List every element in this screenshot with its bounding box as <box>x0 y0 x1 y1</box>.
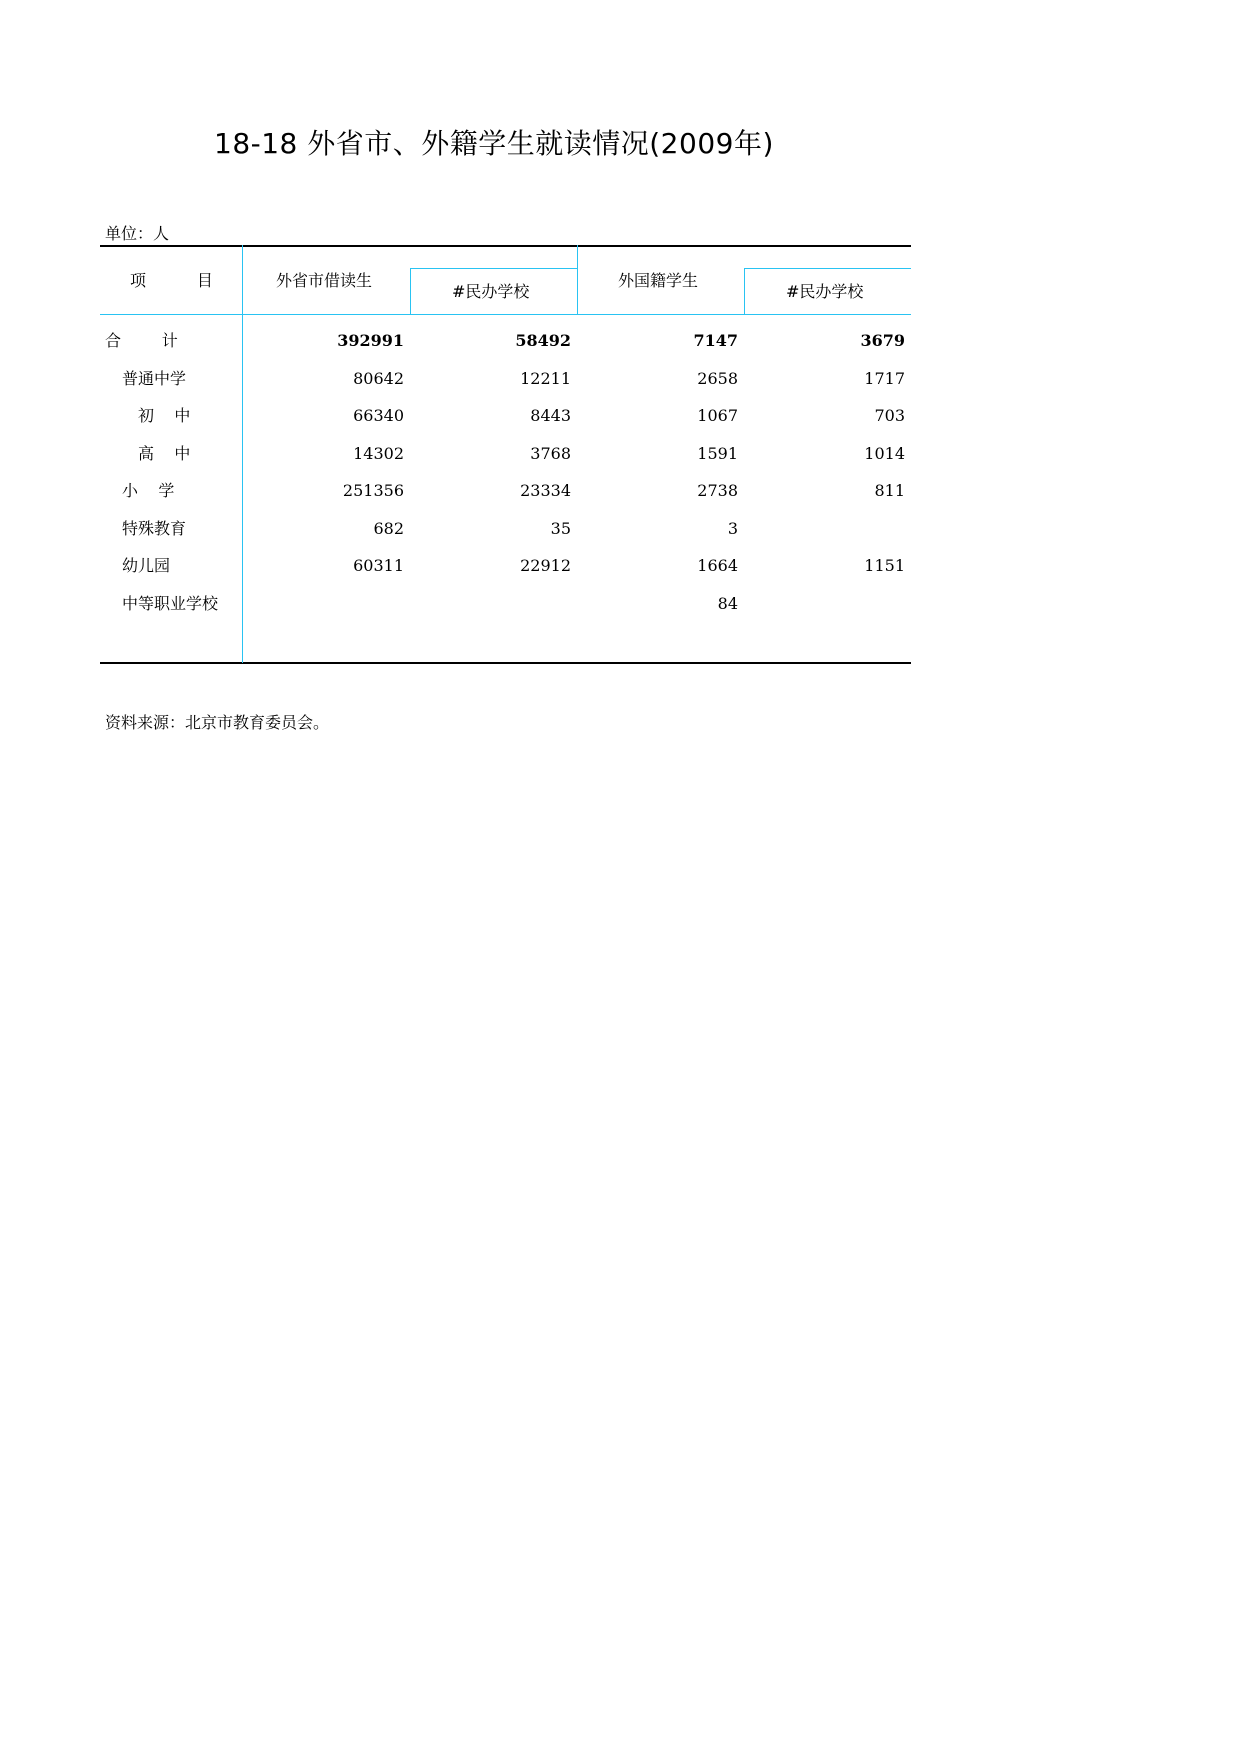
row-value: 1591 <box>697 443 738 463</box>
top-rule <box>100 245 911 247</box>
header-col1-sub: #民办学校 <box>452 282 530 301</box>
row-label: 普通中学 <box>122 368 187 388</box>
header-col2: 外国籍学生 <box>618 271 699 290</box>
row-label: 特殊教育 <box>122 518 187 538</box>
row-value: 3 <box>727 518 738 538</box>
row-value: 8443 <box>530 406 571 425</box>
row-value: 66340 <box>353 406 404 425</box>
source-note: 资料来源：北京市教育委员会。 <box>105 713 330 732</box>
row-value: 811 <box>874 481 905 500</box>
row-value: 3679 <box>860 331 905 350</box>
row-value: 1717 <box>864 368 905 388</box>
header-col2-sub: #民办学校 <box>786 282 864 301</box>
bottom-rule <box>100 662 911 664</box>
row-value: 682 <box>373 518 404 538</box>
header-separator <box>100 314 911 315</box>
row-value: 80642 <box>353 368 404 388</box>
subheader-line-1 <box>410 268 577 269</box>
row-value: 1664 <box>697 556 738 575</box>
group-divider <box>577 245 578 315</box>
row-value: 60311 <box>353 556 404 575</box>
unit-label: 单位：人 <box>105 224 170 243</box>
row-value: 7147 <box>693 331 738 350</box>
data-table <box>100 245 911 665</box>
row-value: 23334 <box>520 481 571 500</box>
row-label: 小 学 <box>122 481 175 500</box>
row-label: 高 中 <box>138 443 191 463</box>
row-label: 合 计 <box>105 331 178 350</box>
row-value: 1014 <box>864 443 905 463</box>
subheader-divider-1 <box>410 268 411 315</box>
row-label: 幼儿园 <box>122 556 171 575</box>
subheader-line-2 <box>744 268 911 269</box>
row-value: 2658 <box>697 368 738 388</box>
row-value: 3768 <box>530 443 571 463</box>
row-value: 703 <box>874 406 905 425</box>
row-value: 14302 <box>353 443 404 463</box>
row-value: 1151 <box>864 556 905 575</box>
page-title: 18-18 外省市、外籍学生就读情况(2009年) <box>214 127 774 160</box>
item-column-divider <box>242 245 243 663</box>
row-value: 2738 <box>697 481 738 500</box>
row-label: 中等职业学校 <box>122 593 219 613</box>
row-value: 1067 <box>697 406 738 425</box>
row-value: 58492 <box>515 331 571 350</box>
row-value: 22912 <box>520 556 571 575</box>
header-item: 项 目 <box>130 271 213 290</box>
row-value: 251356 <box>342 481 404 500</box>
header-col1: 外省市借读生 <box>276 271 373 290</box>
row-value: 35 <box>550 518 571 538</box>
row-value: 392991 <box>337 331 404 350</box>
row-value: 12211 <box>520 368 571 388</box>
subheader-divider-2 <box>744 268 745 315</box>
row-value: 84 <box>717 593 738 613</box>
row-label: 初 中 <box>138 406 191 425</box>
